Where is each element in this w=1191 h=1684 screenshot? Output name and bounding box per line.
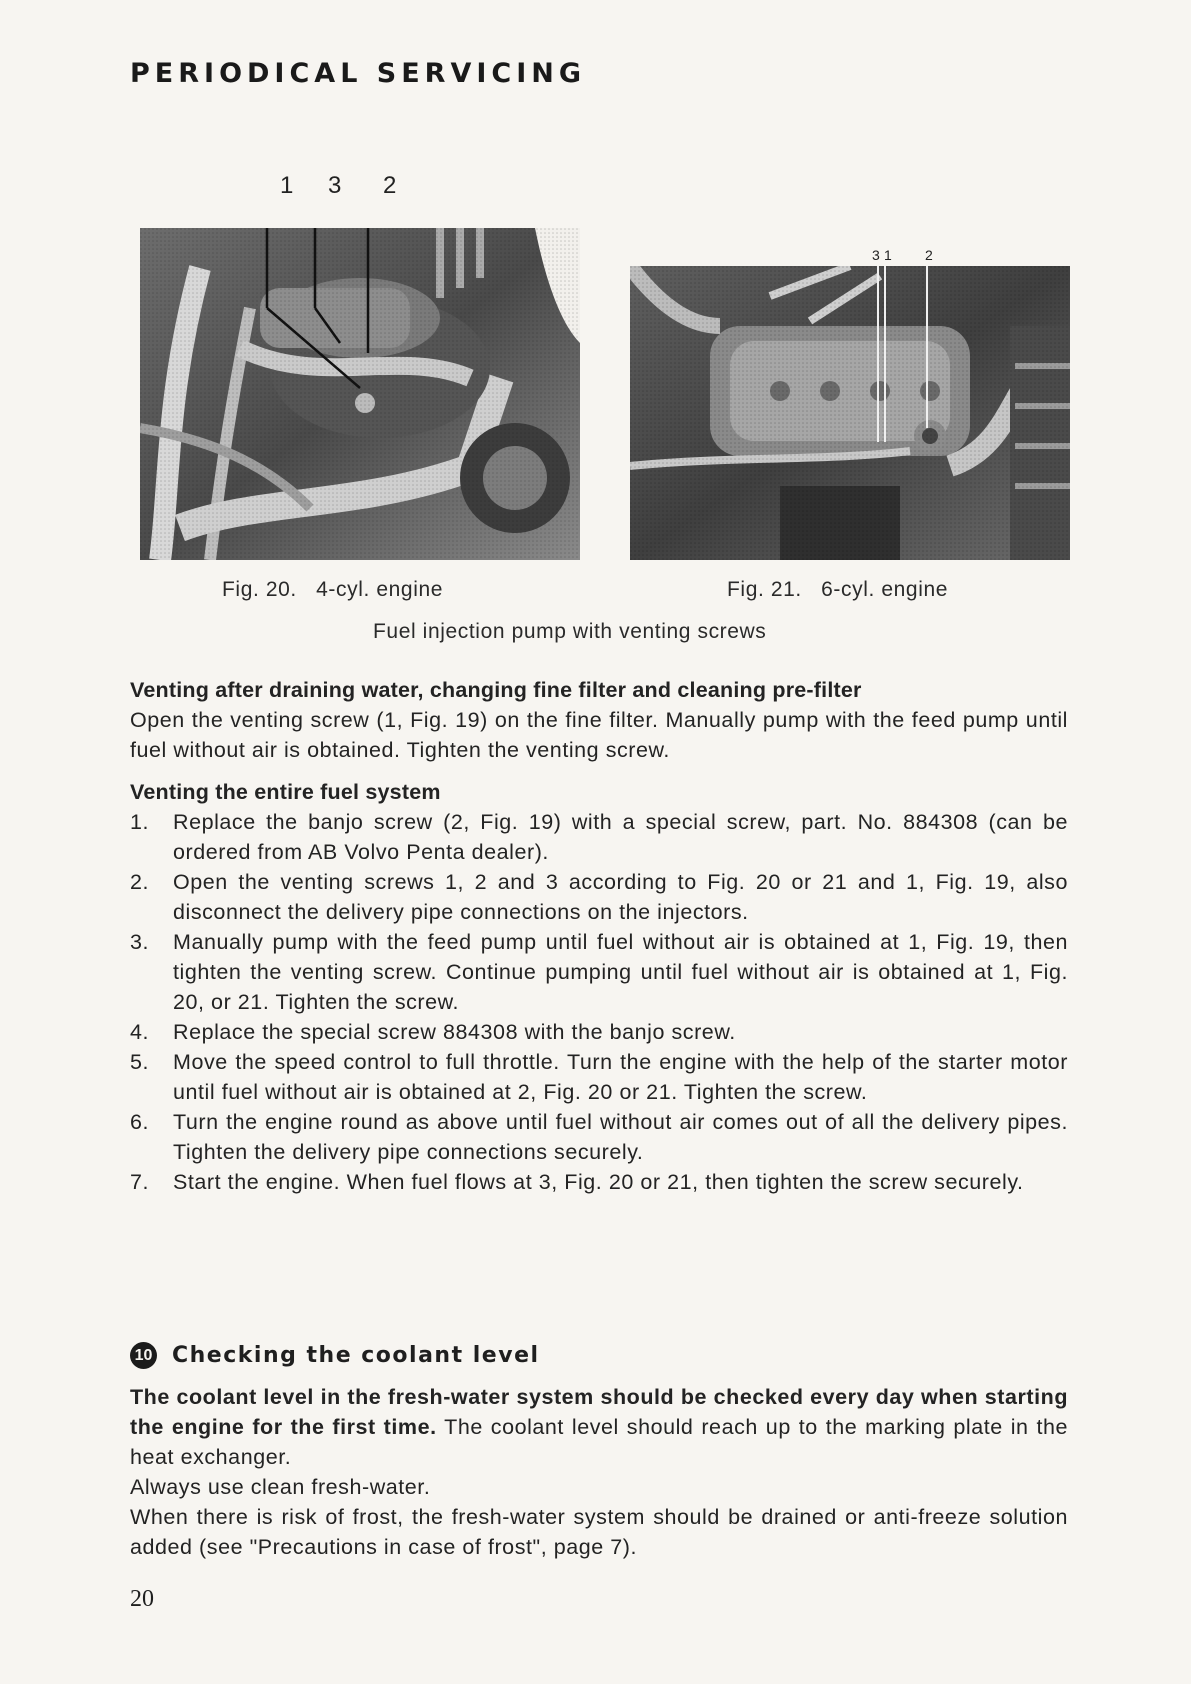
step-number: 6.: [130, 1110, 150, 1134]
fig20-callout-1: 1: [280, 172, 294, 199]
venting-filter-body: Open the venting screw (1, Fig. 19) on the fine filter. Manually pump with the feed pump until fuel without air is obtained. Tighten the venting screw.: [130, 708, 1068, 762]
step-item: [130, 1167, 1068, 1197]
step-item: [130, 867, 1068, 927]
coolant-paragraph-1: [130, 1382, 1068, 1472]
page-number: 20: [130, 1586, 154, 1612]
step-text: Turn the engine round as above until fuel without air comes out of all the delivery pipes. Tighten the delivery pipe connections securely.: [173, 1110, 1068, 1164]
step-text: Start the engine. When fuel flows at 3, Fig. 20 or 21, then tighten the screw securely.: [173, 1170, 1024, 1194]
step-item: [130, 1017, 1068, 1047]
venting-filter-heading: Venting after draining water, changing fine filter and cleaning pre-filter: [130, 678, 862, 702]
step-number: 4.: [130, 1020, 150, 1044]
fig20-caption: [222, 578, 443, 602]
step-item: [130, 807, 1068, 867]
shared-caption: Fuel injection pump with venting screws: [373, 620, 767, 643]
step-text: Move the speed control to full throttle. Turn the engine with the help of the starter motor until fuel without air is obtained at 2, Fig. 20 or 21. Tighten the screw.: [173, 1050, 1068, 1104]
venting-system-section: [130, 777, 1068, 1197]
step-text: Open the venting screws 1, 2 and 3 according to Fig. 20 or 21 and 1, Fig. 19, also disconnect the delivery pipe connections on the injectors.: [173, 870, 1068, 924]
coolant-section-body: [130, 1382, 1068, 1562]
coolant-intro-rest: The coolant level should reach up to the marking plate in the heat exchanger.: [130, 1415, 1068, 1469]
step-number: 5.: [130, 1050, 150, 1074]
coolant-paragraph-3: When there is risk of frost, the fresh-water system should be drained or anti-freeze solution added (see "Precautions in case of frost", page 7).: [130, 1505, 1068, 1559]
page-title: PERIODICAL SERVICING: [130, 58, 587, 89]
coolant-section-title: Checking the coolant level: [172, 1343, 540, 1368]
fig21-caption: [727, 578, 948, 602]
coolant-bold-intro: The coolant level in the fresh-water system should be checked every day when starting the engine for the first time.: [130, 1385, 1068, 1439]
fig21-label: Fig. 21.: [727, 578, 802, 601]
step-number: 7.: [130, 1170, 150, 1194]
fig20-photo-graphic: [140, 228, 580, 560]
step-item: [130, 927, 1068, 1017]
step-number: 2.: [130, 870, 150, 894]
fig20-label: Fig. 20.: [222, 578, 297, 601]
venting-filter-section: [130, 675, 1068, 765]
fig21-callout-3: 3: [872, 247, 880, 263]
coolant-paragraph-2: Always use clean fresh-water.: [130, 1475, 431, 1499]
fig20-description: 4-cyl. engine: [316, 578, 444, 601]
step-text: Manually pump with the feed pump until fuel without air is obtained at 1, Fig. 19, then tighten the venting screw. Continue pumping until fuel without air is obtained at 1, Fig. 20, or 21. Tighten the screw.: [173, 930, 1068, 1014]
step-item: [130, 1107, 1068, 1167]
fig20-callout-3: 3: [328, 172, 342, 199]
venting-steps-list: [130, 807, 1068, 1197]
fig20-engine-photo: [140, 228, 580, 560]
step-text: Replace the special screw 884308 with the banjo screw.: [173, 1020, 736, 1044]
step-text: Replace the banjo screw (2, Fig. 19) with a special screw, part. No. 884308 (can be ordered from AB Volvo Penta dealer).: [173, 810, 1068, 864]
coolant-section-header: [130, 1342, 540, 1369]
step-number: 1.: [130, 810, 150, 834]
fig21-engine-photo: [630, 266, 1070, 560]
fig21-description: 6-cyl. engine: [821, 578, 949, 601]
fig21-photo-graphic: [630, 266, 1070, 560]
fig21-callout-2: 2: [925, 247, 933, 263]
fig21-callout-1: 1: [884, 247, 892, 263]
step-item: [130, 1047, 1068, 1107]
fig20-callout-2: 2: [383, 172, 397, 199]
step-number: 3.: [130, 930, 150, 954]
section-number-badge: 10: [130, 1342, 157, 1369]
venting-system-heading: Venting the entire fuel system: [130, 780, 441, 804]
